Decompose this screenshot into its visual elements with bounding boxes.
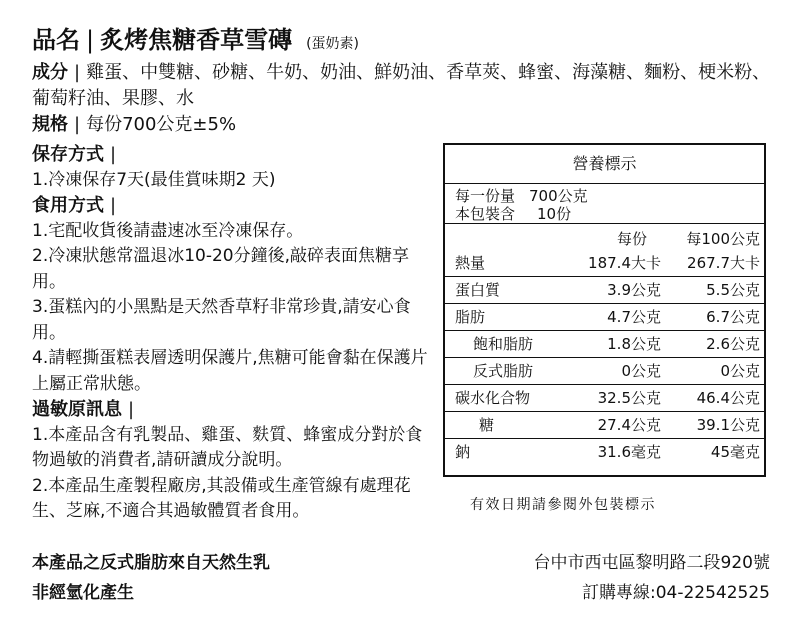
allergen-heading: 過敏原訊息 | [32,399,135,420]
ingredients-line: 成分 | 雞蛋、中雙糖、砂糖、牛奶、奶油、鮮奶油、香草莢、蜂蜜、海藻糖、麵粉、梗米粉、葡萄籽油、果膠、水 [32,62,771,109]
usage-item: 3.蛋糕內的小黑點是天然香草籽非常珍貴,請安心食用。 [32,297,411,343]
nutrient-label: 反式脂肪 [473,362,534,380]
order-phone: 訂購專線:04-22542525 [581,583,770,603]
usage-item: 4.請輕撕蛋糕表層透明保護片,焦糖可能會黏在保護片上屬正常狀態。 [32,348,428,394]
per-100g-value: 45毫克 [710,443,760,461]
spec-line: 規格 | 每份700公克±5% [32,114,237,135]
per-100g-value: 0公克 [720,362,760,380]
allergen-item: 1.本產品含有乳製品、雞蛋、麩質、蜂蜜成分對於食物過敏的消費者,請研讀成分說明。 [32,424,423,470]
nutrition-row [445,385,764,412]
per-100g-value: 2.6公克 [706,335,760,353]
nutrition-facts-panel [443,143,766,477]
per-100g-value: 39.1公克 [696,416,760,434]
usage-heading: 食用方式 | [32,195,117,216]
per-100g-value: 6.7公克 [706,308,760,326]
per-serving-value: 187.4大卡 [588,254,661,272]
nutrition-row [445,250,764,277]
spec-label: 規格 [32,114,68,135]
nutrient-label: 碳水化合物 [455,389,531,407]
per-serving-value: 3.9公克 [607,281,661,299]
product-name-label: 品名 [32,26,80,54]
nutrition-column-headers [445,224,764,250]
nutrient-label: 熱量 [455,254,486,272]
expiry-note: 有效日期請參閱外包裝標示 [470,497,656,513]
usage-item: 2.冷凍狀態常溫退冰10-20分鐘後,敲碎表面焦糖享用。 [32,246,410,292]
ingredients-text: 雞蛋、中雙糖、砂糖、牛奶、奶油、鮮奶油、香草莢、蜂蜜、海藻糖、麵粉、梗米粉、葡萄籽油、果膠、水 [32,62,771,109]
per-100g-value: 46.4公克 [696,389,760,407]
per-serving-value: 0公克 [621,362,661,380]
product-name: 炙烤焦糖香草雪磚 [100,26,293,54]
serving-label: 每一份量 [455,187,516,205]
ingredients-label: 成分 [32,62,68,83]
nutrition-title: 營養標示 [445,145,764,184]
per-serving-value: 1.8公克 [607,335,661,353]
per-100g-value: 267.7大卡 [687,254,760,272]
nutrient-label: 飽和脂肪 [473,335,534,353]
nutrient-label: 糖 [479,416,495,434]
nutrition-row [445,412,764,439]
storage-text: 1.冷凍保存7天(最佳賞味期2 天) [32,169,276,190]
nutrient-label: 脂肪 [455,308,486,326]
product-name-line: 品名 | 炙烤焦糖香草雪磚 (蛋奶素) [32,26,360,54]
nutrition-row [445,358,764,385]
transfat-note-1: 本產品之反式脂肪來自天然生乳 [32,553,270,573]
usage-item: 1.宅配收貨後請盡速冰至冷凍保存。 [32,220,304,241]
nutrient-label: 鈉 [455,443,471,461]
serving-value: 700公克 [529,187,588,205]
per-100g-value: 5.5公克 [706,281,760,299]
address: 台中市西屯區黎明路二段920號 [533,553,770,573]
per-serving-value: 32.5公克 [597,389,661,407]
per-serving-value: 27.4公克 [597,416,661,434]
storage-heading: 保存方式 | [32,144,117,165]
spec-text: 每份700公克±5% [86,114,237,135]
allergen-item: 2.本產品生產製程廠房,其設備或生產管線有處理花生、芝麻,不適合其過敏體質者食用。 [32,475,411,521]
nutrition-row [445,304,764,331]
nutrition-row [445,331,764,358]
nutrient-label: 蛋白質 [455,281,501,299]
pack-label: 本包裝含 [455,205,516,223]
col-per-serving-header: 每份 [616,230,647,248]
pack-value: 10份 [537,205,572,223]
serving-info [445,184,764,224]
diet-note: (蛋奶素) [306,36,360,52]
nutrition-row [445,277,764,304]
instructions-column [32,142,432,525]
nutrition-row [445,439,764,465]
per-serving-value: 4.7公克 [607,308,661,326]
col-per-100g-header: 每100公克 [686,230,760,248]
per-serving-value: 31.6毫克 [597,443,661,461]
transfat-note-2: 非經氫化產生 [32,583,134,603]
